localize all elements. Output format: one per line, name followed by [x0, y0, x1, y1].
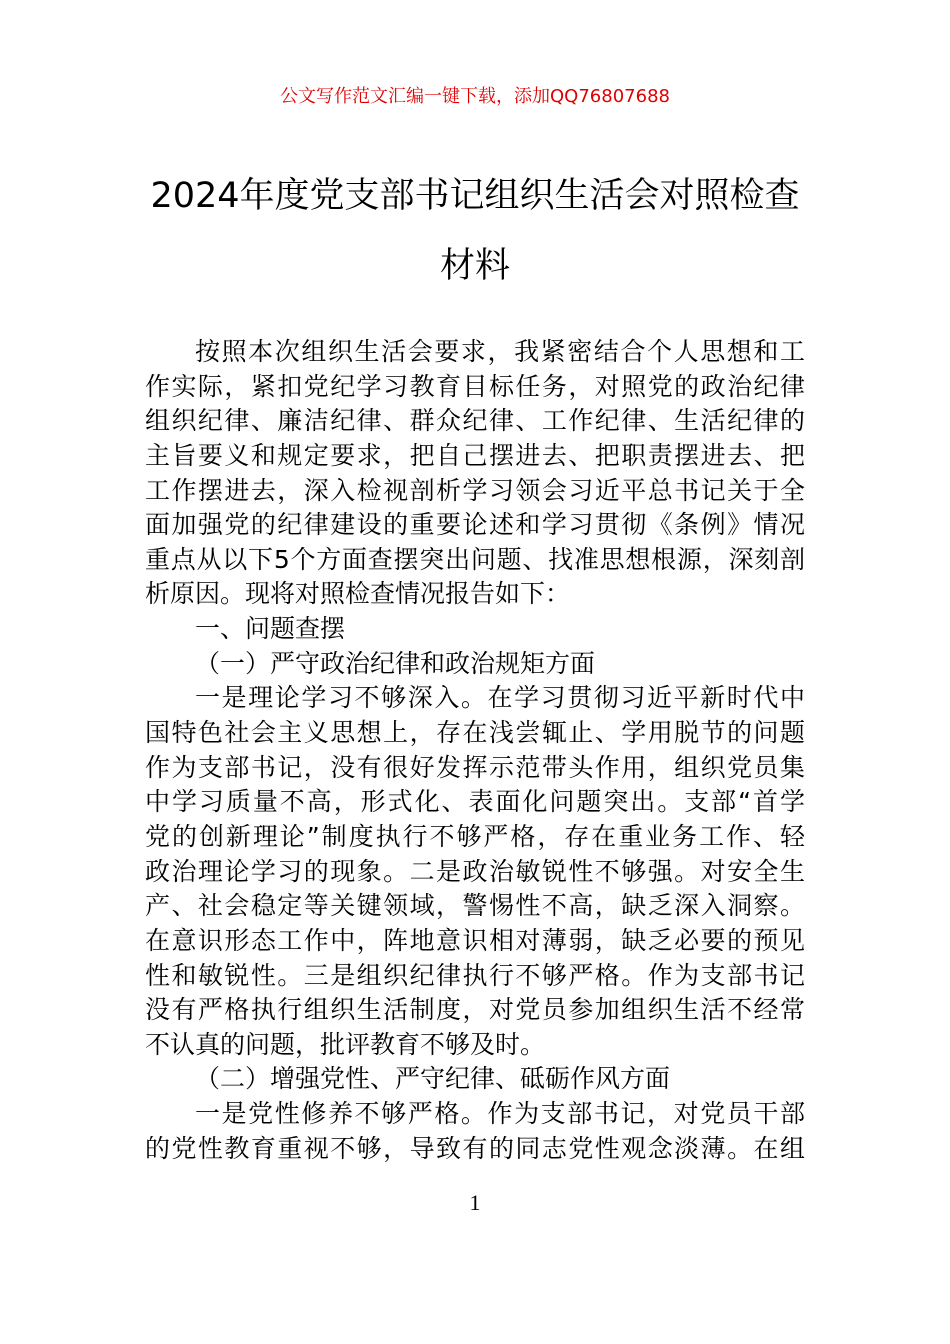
- section-heading: 一、问题查摆: [195, 614, 346, 644]
- page-number: 1: [469, 1190, 481, 1215]
- document-title-line-2: 材料: [439, 246, 510, 286]
- paragraph-line: 产、社会稳定等关键领域，警惕性不高，缺乏深入洞察。: [145, 891, 805, 921]
- paragraph-line: 不认真的问题，批评教育不够及时。: [145, 1029, 546, 1059]
- paragraph-line: 重点从以下5个方面查摆突出问题、找准思想根源，深刻剖: [145, 544, 805, 574]
- paragraph-line: 中学习质量不高，形式化、表面化问题突出。支部“首学: [145, 787, 805, 817]
- paragraph-line: 党的创新理论”制度执行不够严格，存在重业务工作、轻: [145, 821, 805, 851]
- paragraph-line: 一是理论学习不够深入。在学习贯彻习近平新时代中: [195, 683, 805, 713]
- paragraph-line: 主旨要义和规定要求，把自己摆进去、把职责摆进去、把: [145, 440, 805, 470]
- paragraph-line: 工作摆进去，深入检视剖析学习领会习近平总书记关于全: [145, 475, 805, 505]
- subsection-heading: （一）严守政治纪律和政治规矩方面: [195, 648, 596, 678]
- paragraph-line: 面加强党的纪律建设的重要论述和学习贯彻《条例》情况: [145, 510, 805, 540]
- download-banner: 公文写作范文汇编一键下载，添加QQ76807688: [280, 86, 670, 107]
- document-body: [145, 335, 805, 1166]
- paragraph-line: 作为支部书记，没有很好发挥示范带头作用，组织党员集: [145, 752, 805, 782]
- paragraph-line: 国特色社会主义思想上，存在浅尝辄止、学用脱节的问题: [145, 718, 805, 748]
- paragraph-line: 性和敏锐性。三是组织纪律执行不够严格。作为支部书记: [145, 960, 805, 990]
- paragraph-line: 作实际，紧扣党纪学习教育目标任务，对照党的政治纪律: [145, 371, 805, 401]
- document-title-line-1: 2024年度党支部书记组织生活会对照检查: [150, 176, 800, 216]
- paragraph-line: 一是党性修养不够严格。作为支部书记，对党员干部: [195, 1099, 805, 1129]
- paragraph-line: 在意识形态工作中，阵地意识相对薄弱，缺乏必要的预见: [145, 925, 805, 955]
- paragraph-line: 政治理论学习的现象。二是政治敏锐性不够强。对安全生: [145, 856, 805, 886]
- paragraph-line: 析原因。现将对照检查情况报告如下：: [145, 579, 571, 609]
- subsection-heading: （二）增强党性、严守纪律、砥砺作风方面: [195, 1064, 671, 1094]
- paragraph-line: 按照本次组织生活会要求，我紧密结合个人思想和工: [195, 337, 805, 366]
- paragraph-line: 没有严格执行组织生活制度，对党员参加组织生活不经常: [145, 995, 805, 1025]
- paragraph-line: 组织纪律、廉洁纪律、群众纪律、工作纪律、生活纪律的: [145, 406, 805, 436]
- paragraph-line: 的党性教育重视不够，导致有的同志党性观念淡薄。在组: [145, 1133, 805, 1163]
